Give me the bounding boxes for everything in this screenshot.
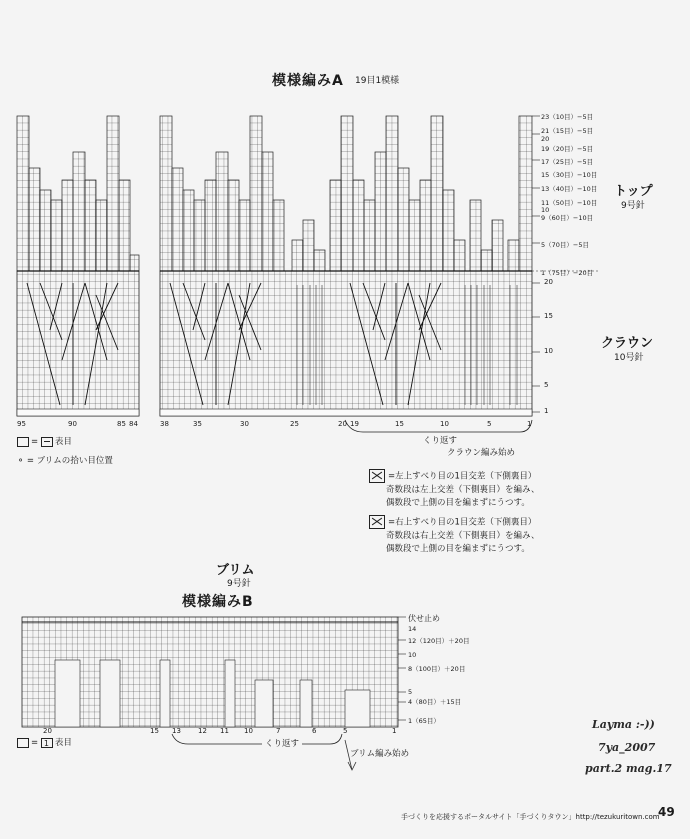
top-note: 1（75目）−20目 xyxy=(541,269,594,277)
bottom-num-b: 15 xyxy=(150,727,159,735)
top-note: 19（20目）−5目 xyxy=(541,145,594,153)
chart-b-title: 模様編みB xyxy=(182,594,254,610)
top-note: 23（10目）−5目 xyxy=(541,113,594,121)
bottom-num-b: 13 xyxy=(172,727,181,735)
signature-line-2: 7ya_2007 xyxy=(598,741,656,754)
purl-symbol-icon xyxy=(41,437,53,447)
legend-cross-left: =左上すべり目の1目交差（下側裏目） 奇数段は左上交差（下側裏目）を編み、 偶数段で上側の目を編まずにうつす。 xyxy=(369,469,540,510)
row-note-b: 10 xyxy=(408,651,417,659)
chart-a-title: 模様編みA xyxy=(272,73,344,89)
top-note: 11（50目）−10目 xyxy=(541,199,598,207)
top-note: 10 xyxy=(541,206,550,214)
bottom-num: 90 xyxy=(68,420,77,428)
row-note-b: 12（120目）＋20目 xyxy=(408,637,470,645)
top-columns-left xyxy=(17,116,139,271)
top-note: 21（15目）−5目 xyxy=(541,127,594,135)
row-note-b: 14 xyxy=(408,625,417,633)
chart-a-repeat-note: 19目1模様 xyxy=(355,76,400,86)
blank-cell-icon xyxy=(17,437,29,447)
repeat-bracket-a xyxy=(345,420,532,432)
row-num: 10 xyxy=(544,347,553,355)
bottom-num: 35 xyxy=(193,420,202,428)
crown-left-block xyxy=(17,271,139,416)
crown-start-label: クラウン編み始め xyxy=(447,448,516,458)
top-note: 20 xyxy=(541,135,550,143)
top-note: 15（30目）−10目 xyxy=(541,171,598,179)
needle-top: 9号針 xyxy=(621,201,645,211)
top-note: 17（25目）−5目 xyxy=(541,158,594,166)
bottom-num-b: 6 xyxy=(312,727,317,735)
bottom-num: 84 xyxy=(129,420,138,428)
bottom-num-b: 20 xyxy=(43,727,52,735)
row-num: 20 xyxy=(544,278,553,286)
bottom-num: 5 xyxy=(487,420,492,428)
row-note-b: 1（65目） xyxy=(408,717,440,725)
signature-line-1: Layma :-)) xyxy=(592,718,655,731)
bottom-num-b: 5 xyxy=(343,727,348,735)
repeat-label-a: くり返す xyxy=(420,434,460,446)
right-cross-symbol-icon xyxy=(369,515,385,529)
top-note: 13（40目）−10目 xyxy=(541,185,598,193)
bottom-num: 25 xyxy=(290,420,299,428)
zone-crown-label: クラウン xyxy=(601,336,654,351)
row-note-b: 5 xyxy=(408,688,413,696)
bottom-num: 20 xyxy=(338,420,347,428)
knit-symbol-icon xyxy=(41,738,53,748)
legend-purl: = 表目 xyxy=(17,436,72,449)
bottom-num: 38 xyxy=(160,420,169,428)
top-note: 5（70目）−5目 xyxy=(541,241,589,249)
top-columns-right xyxy=(160,116,532,271)
chart-b-diagram xyxy=(22,617,406,770)
needle-crown: 10号針 xyxy=(614,353,644,363)
legend-cross-right: =右上すべり目の1目交差（下側裏目） 奇数段は右上交差（下側裏目）を編み、 偶数段で上側の目を編まずにうつす。 xyxy=(369,515,540,556)
row-num: 5 xyxy=(544,381,549,389)
bottom-num: 30 xyxy=(240,420,249,428)
bottom-num-b: 12 xyxy=(198,727,207,735)
signature-line-3: part.2 mag.17 xyxy=(585,762,672,775)
legend-pickup: ⚬ = ブリムの拾い目位置 xyxy=(17,456,113,466)
row-note-b: 4（80目）＋15目 xyxy=(408,698,462,706)
repeat-label-b: くり返す xyxy=(262,737,302,749)
legend-b: = 1表目 xyxy=(17,737,72,750)
page-number: 49 xyxy=(658,805,675,819)
brim-start-label: ブリム編み始め xyxy=(350,749,410,759)
bottom-num-b: 1 xyxy=(392,727,397,735)
bottom-num: 95 xyxy=(17,420,26,428)
footer-text: 手づくりを応援するポータルサイト「手づくりタウン」http://tezukuritown.com xyxy=(401,813,660,821)
row-num: 1 xyxy=(544,407,549,415)
bind-off-label: 伏せ止め xyxy=(408,614,440,623)
left-cross-symbol-icon xyxy=(369,469,385,483)
brim-needle: 9号針 xyxy=(227,579,251,589)
bottom-num-b: 10 xyxy=(244,727,253,735)
bottom-num: 19 xyxy=(350,420,359,428)
pickup-dot-icon: ⚬ xyxy=(17,456,27,466)
bottom-num: 10 xyxy=(440,420,449,428)
row-num: 15 xyxy=(544,312,553,320)
top-note: 9（60目）−10目 xyxy=(541,214,594,222)
brim-title: ブリム xyxy=(216,563,255,578)
zone-top-label: トップ xyxy=(614,184,653,199)
bottom-num-b: 7 xyxy=(276,727,281,735)
row-note-b: 8（100目）＋20目 xyxy=(408,665,466,673)
bottom-num: 1 xyxy=(527,420,532,428)
bottom-num-b: 11 xyxy=(220,727,229,735)
bottom-num: 85 xyxy=(117,420,126,428)
bottom-num: 15 xyxy=(395,420,404,428)
blank-cell-icon xyxy=(17,738,29,748)
